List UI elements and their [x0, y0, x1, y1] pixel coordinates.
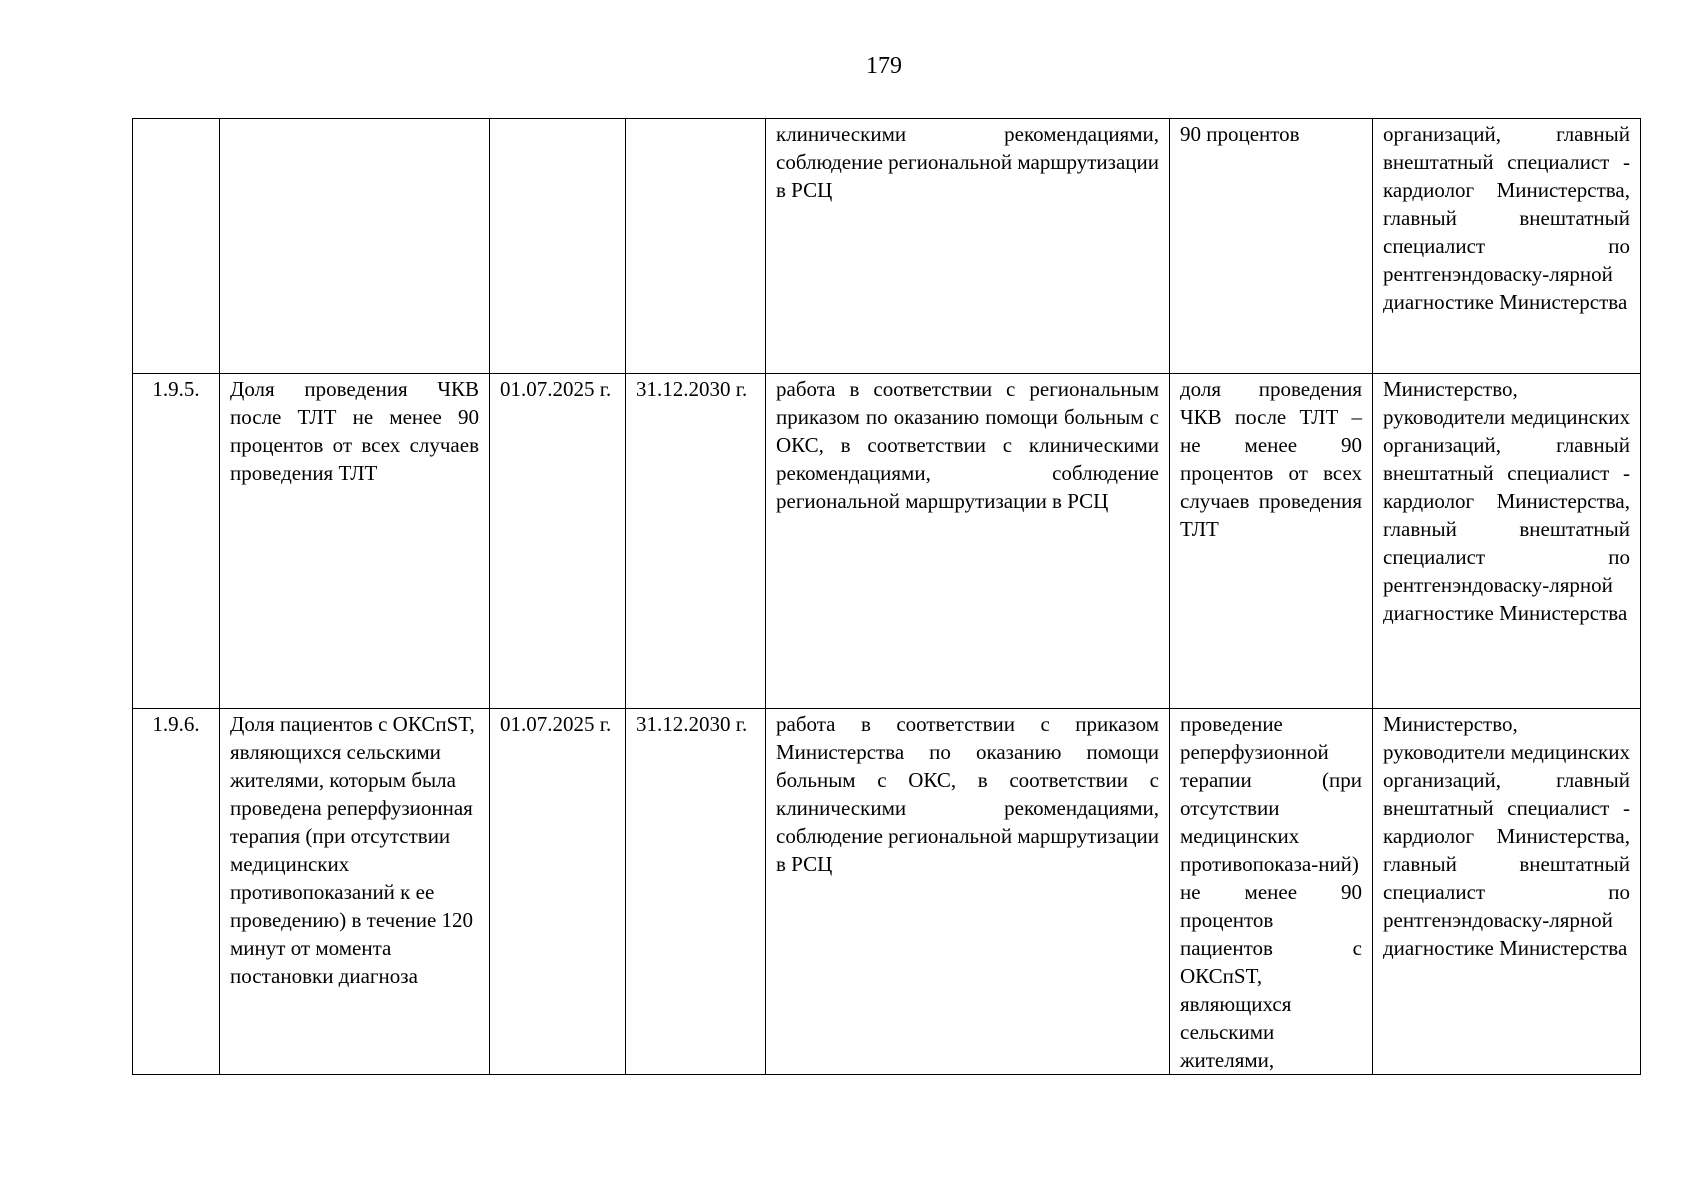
- end-date-cell: 31.12.2030 г.: [626, 709, 766, 1075]
- indicator-cell: Доля пациентов с ОКСпST, являющихся сельскими жителями, которым была проведена реперфузионная терапия (при отсутствии медицинских противопоказаний к ее проведению) в течение 120 минут от момента постановки диагноза: [220, 709, 490, 1075]
- measures-cell: работа в соответствии с региональным приказом по оказанию помощи больным с ОКС, в соответствии с клиническими рекомендациями, соблюдение региональной маршрутизации в РСЦ: [766, 374, 1170, 709]
- page-number: 179: [866, 53, 902, 79]
- measures-table: [132, 118, 1641, 1075]
- result-cell: 90 процентов: [1170, 119, 1373, 374]
- row-number-cell: [133, 119, 220, 374]
- responsible-cell: Министерство, руководители медицинских организаций, главный внештатный специалист - кардиолог Министерства, главный внештатный специалист по рентгенэндоваску-лярной диагностике Министерства: [1373, 374, 1641, 709]
- start-date-cell: 01.07.2025 г.: [490, 709, 626, 1075]
- measures-cell: работа в соответствии с приказом Министерства по оказанию помощи больным с ОКС, в соответствии с клиническими рекомендациями, соблюдение региональной маршрутизации в РСЦ: [766, 709, 1170, 1075]
- start-date-cell: [490, 119, 626, 374]
- result-cell: доля проведения ЧКВ после ТЛТ – не менее 90 процентов от всех случаев проведения ТЛТ: [1170, 374, 1373, 709]
- end-date-cell: [626, 119, 766, 374]
- indicator-cell: [220, 119, 490, 374]
- measures-cell: клиническими рекомендациями, соблюдение региональной маршрутизации в РСЦ: [766, 119, 1170, 374]
- start-date-cell: 01.07.2025 г.: [490, 374, 626, 709]
- row-number-cell: 1.9.6.: [133, 709, 220, 1075]
- row-number-cell: 1.9.5.: [133, 374, 220, 709]
- table-row: [133, 709, 1641, 1075]
- responsible-cell: Министерство, руководители медицинских организаций, главный внештатный специалист - кардиолог Министерства, главный внештатный специалист по рентгенэндоваску-лярной диагностике Министерства: [1373, 709, 1641, 1075]
- end-date-cell: 31.12.2030 г.: [626, 374, 766, 709]
- indicator-cell: Доля проведения ЧКВ после ТЛТ не менее 90 процентов от всех случаев проведения ТЛТ: [220, 374, 490, 709]
- result-cell: проведение реперфузионной терапии (при отсутствии медицинских противопоказа-ний) не менее 90 процентов пациентов с ОКСпST, являющихся сельскими жителями,: [1170, 709, 1373, 1075]
- responsible-cell: организаций, главный внештатный специалист - кардиолог Министерства, главный внештатный специалист по рентгенэндоваску-лярной диагностике Министерства: [1373, 119, 1641, 374]
- table-row: [133, 374, 1641, 709]
- table-row: [133, 119, 1641, 374]
